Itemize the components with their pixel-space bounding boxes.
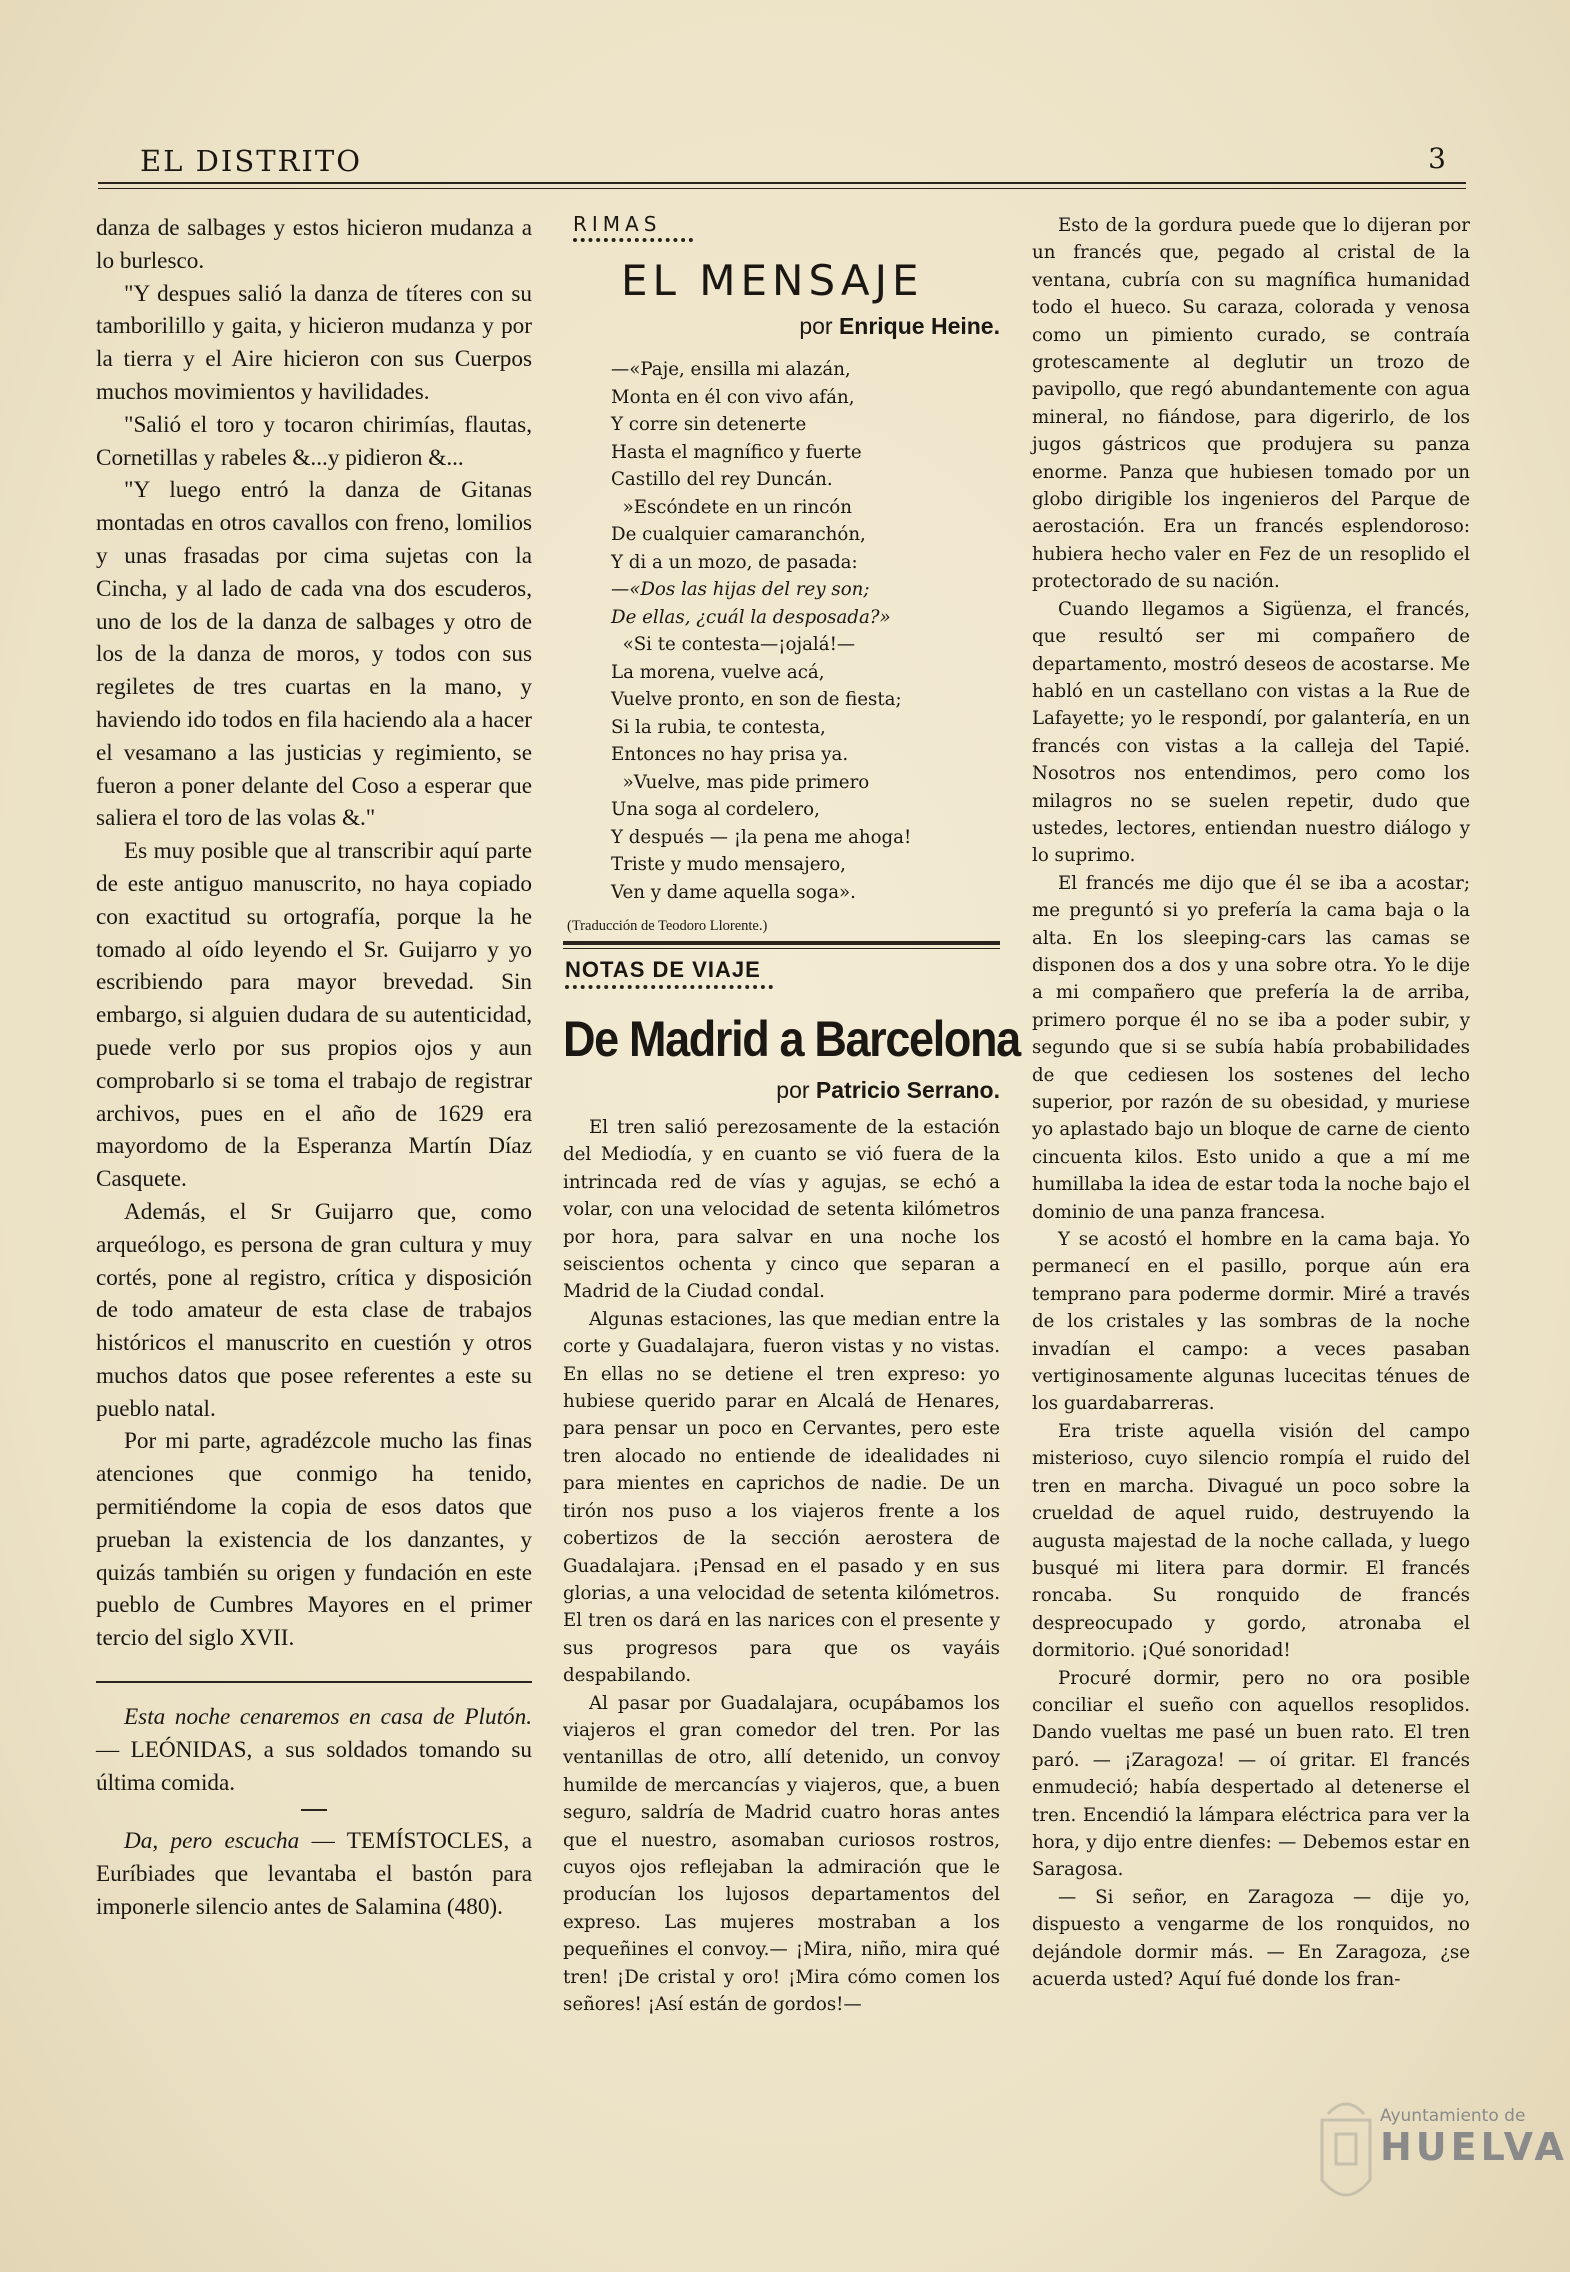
column-2 bbox=[563, 212, 1020, 2018]
poem-line: Y corre sin detenerte bbox=[611, 414, 807, 435]
quote-temistocles bbox=[96, 1825, 532, 1923]
poem-line: Una soga al cordelero, bbox=[611, 799, 820, 820]
quote-italic: Da, pero escucha bbox=[124, 1828, 300, 1855]
section-label-notas: NOTAS DE VIAJE bbox=[565, 957, 761, 982]
quote-italic: Esta noche cenaremos en casa de Plutón. bbox=[124, 1704, 532, 1731]
quote-attribution: — LEÓNIDAS, a sus soldados tomando su última comida. bbox=[96, 1736, 532, 1796]
section-rule-thick bbox=[563, 941, 1000, 945]
paragraph: El tren salió perezosamente de la estación del Mediodía, y en cuanto se vió fuera de la intrincada red de vías y agujas, se echó a volar, con una velocidad de setenta kilómetros por hora, para salvar en una noche los seiscientos ochenta y cinco que separan a Madrid de la Ciudad condal. bbox=[563, 1117, 1000, 1303]
poem-line: »Vuelve, mas pide primero bbox=[611, 771, 870, 793]
quote-attribution: — TEMÍSTOCLES, a Euríbiades que levantaba el bastón para imponerle silencio antes de Salamina (480). bbox=[96, 1828, 532, 1921]
poem-line: Y di a un mozo, de pasada: bbox=[611, 551, 858, 573]
poem-body bbox=[611, 356, 1000, 906]
paragraph: danza de salbages y estos hicieron mudanza a lo burlesco. bbox=[96, 215, 532, 274]
poem-line: Ven y dame aquella soga». bbox=[611, 881, 856, 903]
paragraph: Procuré dormir, pero no ora posible conciliar el sueño con aquellos resoplidos. Dando vueltas me pasé un buen rato. El tren paró. — ¡Zaragoza! — oí gritar. El francés enmudeció; había despertado al detenerse el tren. Encendió la lámpara eléctrica para ver la hora, y dijo entre dienfes: — Debemos estar en Saragosa. bbox=[1032, 1667, 1470, 1881]
poem-line: De ellas, ¿cuál la desposada?» bbox=[611, 606, 891, 628]
poem-line: —«Paje, ensilla mi alazán, bbox=[611, 359, 851, 380]
paragraph: Además, el Sr Guijarro que, como arqueólogo, es persona de gran cultura y muy cortés, pone al registro, crítica y disposición de todo amateur de esta clase de trabajos históricos el manuscrito en cuestión y otros muchos datos que posee referentes a este su pueblo natal. bbox=[96, 1198, 532, 1422]
quote-leonidas bbox=[96, 1701, 532, 1799]
poem-line: —«Dos las hijas del rey son; bbox=[611, 579, 870, 600]
article-body bbox=[563, 1114, 1000, 2018]
poem-line: La morena, vuelve acá, bbox=[611, 661, 825, 683]
paragraph: Por mi parte, agradézcole mucho las finas atenciones que conmigo ha tenido, permitiéndome la copia de esos datos que prueban la existencia de los danzantes, y quizás también su origen y fundación en este pueblo de Cumbres Mayores en el primer tercio del siglo XVII. bbox=[96, 1428, 532, 1652]
dotted-underline bbox=[573, 238, 693, 242]
dotted-underline bbox=[565, 985, 773, 989]
section-rule-thin bbox=[563, 948, 1000, 949]
page-number: 3 bbox=[1428, 142, 1446, 175]
column-3 bbox=[1032, 212, 1470, 1993]
paragraph: — Si señor, en Zaragoza — dije yo, dispuesto a vengarme de los ronquidos, no dejándole dormir más. — En Zaragoza, ¿se acuerda usted? Aquí fué donde los fran- bbox=[1032, 1886, 1470, 1990]
paragraph: Era triste aquella visión del campo misterioso, cuyo silencio rompía el ruido del tren en marcha. Divagué un poco sobre la crueldad de aquel ruido, destruyendo la augusta majestad de la noche callada, y luego busqué mi litera para dormir. El francés roncaba. Su ronquido de francés despreocupado y gordo, atronaba el dormitorio. ¡Qué sonoridad! bbox=[1032, 1420, 1470, 1662]
poem-line: Triste y mudo mensajero, bbox=[611, 854, 846, 875]
paragraph: Cuando llegamos a Sigüenza, el francés, que resultó ser mi compañero de departamento, mostró deseos de acostarse. Me habló en un castellano con vistas a la Rue de Lafayette; yo le respondí, por galantería, en un francés con vistas a la calleja del Tapié. Nosotros nos entendimos, pero como los milagros no se suelen repetir, dudo que ustedes, lectores, entiendan nuestro diálogo y lo suprimo. bbox=[1032, 598, 1470, 867]
poem-line: Y después — ¡la pena me ahoga! bbox=[611, 826, 912, 848]
poem-line: Monta en él con vivo afán, bbox=[611, 386, 855, 408]
watermark-line1: Ayuntamiento de bbox=[1380, 2106, 1526, 2126]
poem-line: »Escóndete en un rincón bbox=[611, 496, 852, 518]
section-label-rimas: RIMAS bbox=[573, 212, 662, 236]
poem-line: Castillo del rey Duncán. bbox=[611, 469, 833, 490]
newspaper-title: EL DISTRITO bbox=[140, 144, 362, 178]
paragraph: Esto de la gordura puede que lo dijeran por un francés que, pegado al cristal de la ventana, cubría con su magnífica humanidad todo el hueco. Su caraza, colorada y venosa como un pimiento curado, se contraía grotescamente al deglutir un trozo de pavipollo, que regó abundantemente con agua mineral, no fiándose, para digerirlo, de los jugos gástricos que produjera su panza enorme. Panza que hubiesen tomado por un globo dirigible los ingenieros del Parque de aerostación. Era un francés esplendoroso: hubiera hecho valer en Fez de un resoplido el protectorado de su nación. bbox=[1032, 215, 1470, 593]
poem-line: Entonces no hay prisa ya. bbox=[611, 744, 849, 765]
paragraph: "Salió el toro y tocaron chirimías, flautas, Cornetillas y rabeles &...y pidieron &... bbox=[96, 411, 532, 471]
poem-line: «Si te contesta—¡ojalá!— bbox=[611, 634, 856, 655]
poem-line: Vuelve pronto, en son de fiesta; bbox=[611, 689, 902, 710]
paragraph: Es muy posible que al transcribir aquí parte de este antiguo manuscrito, no haya copiado con exactitud su ortografía, porque la he tomado al oído leyendo el Sr. Guijarro y yo escribiendo para mayor brevedad. Sin embargo, si alguien dudara de su autenticidad, puede verlo por sus propios ojos y aun comprobarlo si se toma el trabajo de registrar archivos, pues en el año de 1629 era mayordomo de la Esperanza Martín Díaz Casquete. bbox=[96, 838, 532, 1193]
watermark-line2: HUELVA bbox=[1380, 2125, 1568, 2169]
paragraph: Al pasar por Guadalajara, ocupábamos los viajeros el gran comedor del tren. Por las ventanillas de otro, allí detenido, un convoy humilde de mercancías y viajeros, que, a buen seguro, saldría de Madrid cuatro horas antes que el nuestro, asomaban curiosos rostros, cuyos ojos reflejaban la admiración que le producían los lujosos departamentos del expreso. Las mujeres mostraban a los pequeñines el convoy.— ¡Mira, niño, mira qué tren! ¡De cristal y oro! ¡Mira cómo comen los señores! ¡Así están de gordos!— bbox=[563, 1692, 1000, 2015]
poem-line: Hasta el magnífico y fuerte bbox=[611, 441, 862, 463]
header-rule-thick bbox=[98, 182, 1466, 184]
article-author-name: Patricio Serrano. bbox=[815, 1077, 1000, 1103]
quote-divider bbox=[301, 1809, 327, 1811]
poem-author: por Enrique Heine. bbox=[799, 313, 1000, 339]
article-author: por Patricio Serrano. bbox=[776, 1077, 1000, 1103]
translation-note: (Traducción de Teodoro Llorente.) bbox=[567, 918, 768, 934]
poem-line: Si la rubia, te contesta, bbox=[611, 716, 826, 738]
paragraph: El francés me dijo que él se iba a acostar; me preguntó si yo prefería la cama baja o la alta. En los sleeping-cars las camas se disponen dos a dos y una sobre otra. Yo le dije a mi compañero que prefería la de arriba, primero porque él no se iba a poder subir, y segundo que si se subía había probabilidades de que cediesen los sostenes del lecho superior, por razón de su obesidad, y muriese yo aplastado bajo un bloque de carne de ciento cincuenta kilos. Esto unido a que a mí me humillaba la idea de estar toda la noche bajo el dominio de una panza francesa. bbox=[1032, 872, 1470, 1223]
paragraph: "Y luego entró la danza de Gitanas montadas en otros cavallos con freno, lomilios y unas frasadas por cima sujetas con la Cincha, y al lado de cada vna dos escuderos, uno de los de la danza de salbages y otro de los de la danza de moros, y todos con sus regiletes de tres cuartas en la mano, y haviendo ido todos en fila haciendo ala a hacer el vesamano a las justicias y regimiento, se fueron a poner delante del Coso a esperar que saliera el toro de las volas &." bbox=[96, 477, 532, 832]
column-1 bbox=[96, 212, 532, 1924]
poem-author-name: Enrique Heine. bbox=[838, 313, 1000, 339]
header-rule-thin bbox=[98, 188, 1466, 189]
article-title: De Madrid a Barcelona bbox=[563, 1011, 1020, 1067]
poem-title: EL MENSAJE bbox=[621, 256, 924, 305]
paragraph: "Y despues salió la danza de títeres con su tamborilillo y gaita, y hicieron mudanza y por la tierra y el Aire hicieron con sus Cuerpos muchos movimientos y havilidades. bbox=[96, 280, 532, 405]
poem-line: De cualquier camaranchón, bbox=[611, 524, 866, 545]
paragraph: Algunas estaciones, las que median entre la corte y Guadalajara, fueron vistas y no vistas. En ellas no se detiene el tren expreso: yo hubiese querido parar en Alcalá de Henares, para pensar un poco en Cervantes, pero este tren alocado no entiende de idealidades ni para mientes en caprichos de nadie. De un tirón nos puso a los viajeros frente a los cobertizos de la sección aerostera de Guadalajara. ¡Pensad en el pasado y en sus glorias, a una velocidad de setenta kilómetros. El tren os dará en las narices con el presente y sus progresos para que os vayáis despabilando. bbox=[563, 1308, 1000, 1687]
paragraph: Y se acostó el hombre en la cama baja. Yo permanecí en el pasillo, porque aún era temprano para poderme dormir. Miré a través de los cristales y las sombras de la noche invadían el campo: a veces pasaban vertiginosamente algunas lucecitas ténues de los guardabarreras. bbox=[1032, 1229, 1470, 1415]
section-divider bbox=[96, 1681, 532, 1683]
